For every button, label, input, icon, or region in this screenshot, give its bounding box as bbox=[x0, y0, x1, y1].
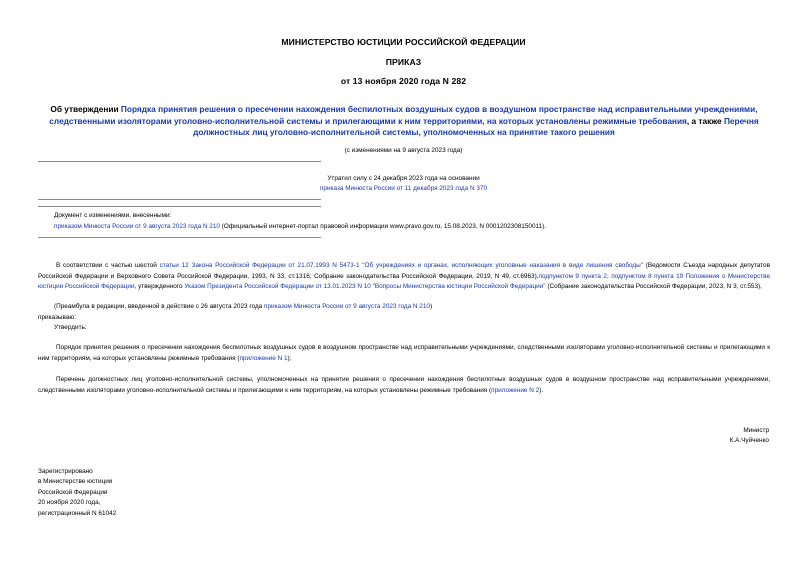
title-link-procedure[interactable]: Порядка принятия решения о пресечении нахождения беспилотных воздушных судов в воздушном пространстве над исправительными учреждениями, следственными изоляторами уголовно-исполнительной системы и прилегающими к ним территориями, на которых установлены режимные требования bbox=[49, 104, 758, 126]
preamble-text: (Ведомости Съезда народных депутатов Российской Федерации и Верховного Совета Российской Федерации, 1993, N 33, ст.1316; Собрание законодательства Российской Федерации, 2019, N 49, ст.6963), bbox=[38, 262, 770, 280]
title-prefix: Об утверждении bbox=[50, 104, 121, 114]
signature-position: Министр bbox=[743, 427, 769, 434]
registration-line: Зарегистрировано bbox=[38, 468, 93, 475]
preamble-text: , утвержденного bbox=[134, 283, 185, 291]
item-1 bbox=[38, 343, 770, 364]
approve-word: Утвердить: bbox=[54, 324, 87, 331]
appendix-2-link[interactable]: приложение N 2 bbox=[491, 386, 540, 394]
ministry-heading: МИНИСТЕРСТВО ЮСТИЦИИ РОССИЙСКОЙ ФЕДЕРАЦИИ bbox=[281, 37, 526, 47]
registration-line: Российской Федерации bbox=[38, 488, 108, 496]
amended-link[interactable]: приказом Минюста России от 9 августа 2023 года N 210 bbox=[54, 223, 220, 230]
preamble-note bbox=[54, 303, 770, 312]
divider bbox=[38, 206, 321, 207]
doc-date-heading: от 13 ноября 2020 года N 282 bbox=[340, 76, 467, 86]
preamble-note-link[interactable]: приказом Минюста России от 9 августа 2023 года N 210 bbox=[264, 303, 430, 310]
registration-line: в Министерстве юстиции bbox=[38, 478, 113, 486]
preamble-paragraph bbox=[38, 261, 770, 293]
registration-block bbox=[38, 467, 116, 519]
registration-line: регистрационный N 61042 bbox=[38, 509, 117, 517]
title-middle: , а также bbox=[686, 115, 724, 126]
divider bbox=[38, 237, 321, 238]
registration-line: 20 ноября 2020 года, bbox=[38, 499, 101, 507]
item-2-text: Перечень должностных лиц уголовно-исполнительной системы, уполномоченных на принятие решения о пресечении нахождения беспилотных воздушных судов в воздушном пространстве над исправительными учреждениями, следственными изоляторами уголовно-исполнительной системы и прилегающими к ним территориям, на которых установлены режимные требования ( bbox=[38, 376, 770, 394]
preamble-text: (Собрание законодательства Российской Федерации, 2023, N 3, ст.553), bbox=[545, 283, 762, 291]
changes-note: (с изменениями на 9 августа 2023 года) bbox=[344, 147, 463, 154]
item-1-end: ); bbox=[287, 354, 292, 362]
title-link-list[interactable]: Перечня должностных лиц уголовно-исполнительной системы, уполномоченных на принятие такого решения bbox=[193, 115, 759, 137]
item-1-text: Порядок принятия решения о пресечении нахождения беспилотных воздушных судов в воздушном пространстве над исправительными учреждениями, следственными изоляторами уголовно-исполнительной системы и прилегающими к ним территориям, на которых установлены режимные требования ( bbox=[38, 344, 770, 362]
amended-label: Документ с изменениями, внесенными: bbox=[54, 212, 172, 219]
divider bbox=[38, 199, 321, 200]
expired-link[interactable]: приказа Минюста России от 11 декабря 2023 года N 370 bbox=[319, 185, 488, 192]
preamble-text: В соответствии с частью шестой bbox=[56, 262, 160, 269]
preamble-text: , bbox=[606, 272, 612, 280]
appendix-1-link[interactable]: приложение N 1 bbox=[239, 354, 288, 362]
preamble-link-law[interactable]: статьи 12 Закона Российской Федерации от 21.07.1993 N 5473-1 "Об учреждениях и органах, исполняющих уголовные наказания в виде лишения свободы" bbox=[159, 262, 643, 269]
item-2 bbox=[38, 375, 770, 396]
item-2-end: ). bbox=[539, 386, 544, 394]
amended-source: (Официальный интернет-портал правовой информации www.pravo.gov.ru, 15.08.2023, N 0001202308150011). bbox=[219, 223, 547, 230]
doc-type-heading: ПРИКАЗ bbox=[385, 57, 422, 67]
signature-name: К.А.Чуйченко bbox=[729, 437, 769, 444]
preamble-note-text: ) bbox=[429, 303, 433, 310]
expired-line: Утратил силу с 24 декабря 2023 года на основании bbox=[327, 175, 480, 182]
preamble-link-subclause-9[interactable]: подпунктом 9 пункта 2 bbox=[538, 272, 607, 280]
document-title bbox=[36, 104, 772, 139]
preamble-note-text: (Преамбула в редакции, введенной в действие с 26 августа 2023 года bbox=[54, 303, 265, 310]
preamble-link-decree[interactable]: Указом Президента Российской Федерации от 13.01.2023 N 10 "Вопросы Министерства юстиции Российской Федерации" bbox=[184, 283, 546, 291]
amended-line bbox=[54, 223, 774, 232]
preamble-link-regulation[interactable]: подпунктом 8 пункта 19 Положения о Министерстве юстиции Российской Федерации bbox=[38, 272, 770, 291]
order-word: приказываю: bbox=[38, 314, 76, 321]
divider bbox=[38, 161, 321, 162]
